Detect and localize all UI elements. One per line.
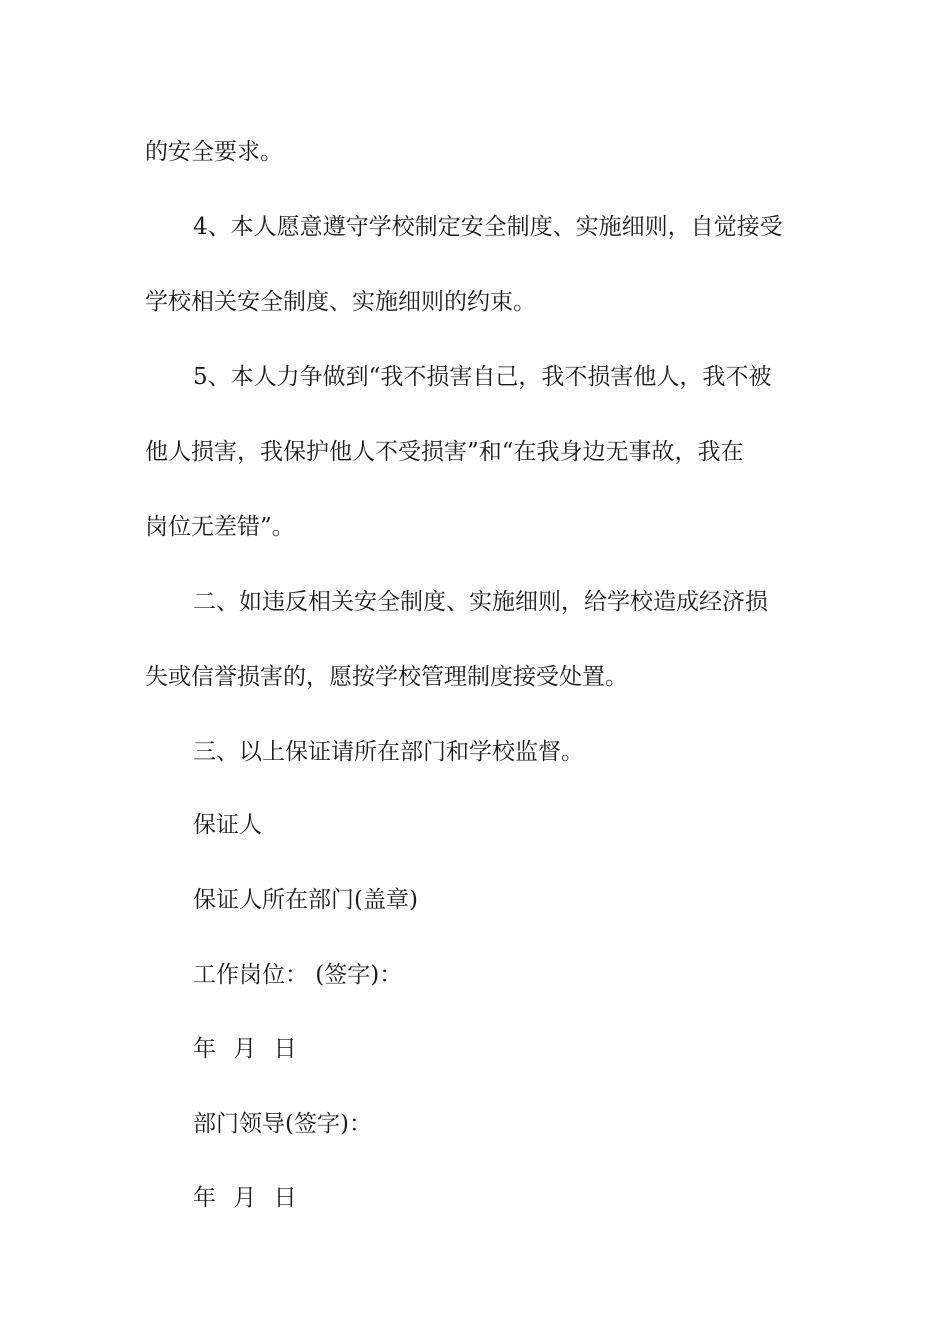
signature-department-seal: 保证人所在部门(盖章) <box>193 887 418 913</box>
signature-dept-leader: 部门领导(签字)： <box>193 1111 372 1137</box>
signature-job-position: 工作岗位： (签字)： <box>193 962 403 988</box>
paragraph-line: 4、本人愿意遵守学校制定安全制度、实施细则，自觉接受 <box>193 214 783 240</box>
signature-date: 年 月 日 <box>193 1185 297 1211</box>
signature-guarantor: 保证人 <box>193 812 262 838</box>
paragraph-line: 学校相关安全制度、实施细则的约束。 <box>145 289 536 315</box>
paragraph-line: 三、以上保证请所在部门和学校监督。 <box>193 739 584 765</box>
paragraph-line: 失或信誉损害的，愿按学校管理制度接受处置。 <box>145 664 628 690</box>
signature-date: 年 月 日 <box>193 1036 297 1062</box>
paragraph-line: 他人损害，我保护他人不受损害”和“在我身边无事故，我在 <box>145 439 744 465</box>
paragraph-line: 的安全要求。 <box>145 139 283 165</box>
paragraph-line: 二、如违反相关安全制度、实施细则，给学校造成经济损 <box>193 589 768 615</box>
paragraph-line: 岗位无差错”。 <box>145 514 295 540</box>
paragraph-line: 5、本人力争做到“我不损害自己，我不损害他人，我不被 <box>193 364 772 390</box>
